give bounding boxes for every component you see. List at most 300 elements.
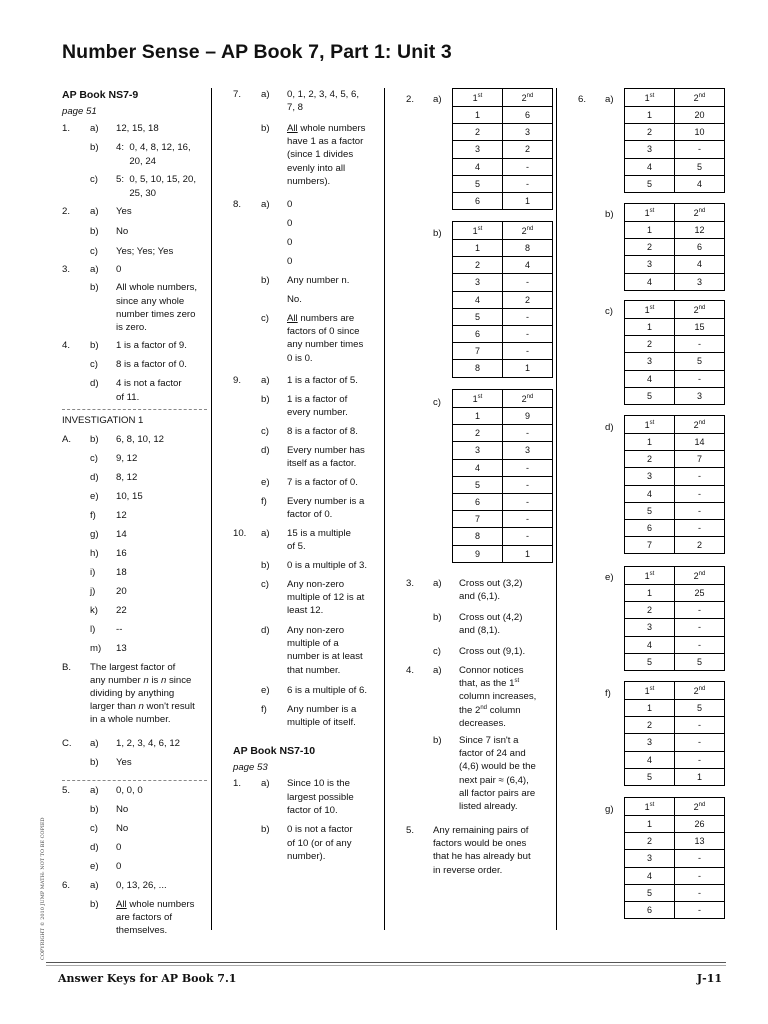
- table-cell: 4: [453, 459, 503, 476]
- answer-Cb: b) Yes: [90, 756, 132, 768]
- table-row: [625, 319, 725, 336]
- table-row: [625, 107, 725, 124]
- table-row: [625, 901, 725, 918]
- answer-9c: c) 8 is a factor of 8.: [261, 426, 358, 437]
- answer-5d: d) 0: [90, 841, 122, 853]
- answer-9e: e) 7 is a factor of 0.: [261, 477, 358, 488]
- factor-pair-table: [452, 221, 553, 378]
- table-cell: -: [503, 343, 553, 360]
- table-cell: 25: [675, 585, 725, 602]
- table-cell: 1: [625, 585, 675, 602]
- answer-10e: e) 6 is a multiple of 6.: [261, 685, 367, 696]
- table-cell: 5: [625, 175, 675, 192]
- page-number: J-11: [696, 972, 722, 985]
- column-header: 2nd: [675, 89, 725, 107]
- answer-10d: d) Any non-zero multiple of a number is at least that number.: [261, 625, 363, 676]
- table-cell: 2: [625, 124, 675, 141]
- table-cell: 4: [675, 256, 725, 273]
- table-header-row: [625, 416, 725, 434]
- table-row: [453, 141, 553, 158]
- table-row: [453, 360, 553, 377]
- table-row: [625, 768, 725, 785]
- table-row: [453, 511, 553, 528]
- answer-B: B. The largest factor of any number n is n since dividing by anything larger than n won't result in a whole number.: [62, 661, 195, 726]
- table-cell: 5: [625, 884, 675, 901]
- table-cell: 5: [453, 308, 503, 325]
- table-cell: 2: [503, 291, 553, 308]
- column-header: 1st: [625, 416, 675, 434]
- table-row: [625, 256, 725, 273]
- column-header: 1st: [453, 222, 503, 240]
- factor-table-6e: [624, 566, 725, 671]
- part-e-label: e): [605, 572, 614, 583]
- column-header: 1st: [453, 89, 503, 107]
- part-g-label: g): [605, 804, 614, 815]
- table-cell: 14: [675, 434, 725, 451]
- answer-4a-ns710: 4. a) Connor notices that, as the 1st column increases, the 2nd column decreases.: [406, 665, 537, 729]
- table-cell: 5: [625, 653, 675, 670]
- table-row: [625, 816, 725, 833]
- section-divider: [62, 780, 207, 781]
- table-cell: 5: [675, 158, 725, 175]
- table-row: [453, 325, 553, 342]
- answer-9a: 9. a) 1 is a factor of 5.: [233, 375, 358, 386]
- answer-1b-ns710: b) 0 is not a factor of 10 (or of any number).: [261, 824, 353, 862]
- part-b-label: b): [433, 228, 442, 239]
- table-cell: 4: [675, 175, 725, 192]
- table-header-row: [625, 682, 725, 700]
- column-header: 2nd: [675, 567, 725, 585]
- column-divider: [211, 88, 212, 930]
- table-cell: 7: [675, 451, 725, 468]
- answer-Ad: d) 8, 12: [90, 471, 138, 483]
- column-3-text: [406, 577, 554, 884]
- table-cell: 6: [625, 901, 675, 918]
- table-cell: 4: [625, 370, 675, 387]
- table-row: [625, 222, 725, 239]
- footer-title: Answer Keys for AP Book 7.1: [58, 972, 237, 985]
- table-cell: -: [675, 602, 725, 619]
- answer-2a: 2. a) Yes: [62, 206, 132, 218]
- answer-Ac: c) 9, 12: [90, 452, 138, 464]
- table-cell: -: [675, 468, 725, 485]
- table-cell: 3: [453, 274, 503, 291]
- table-cell: 1: [675, 768, 725, 785]
- table-cell: -: [675, 717, 725, 734]
- answer-8b-2: No.: [287, 294, 302, 305]
- answer-Af: f) 12: [90, 509, 127, 521]
- table-row: [625, 867, 725, 884]
- table-cell: 3: [625, 141, 675, 158]
- factor-pair-table: [624, 566, 725, 671]
- table-row: [625, 537, 725, 554]
- factor-table-6b: [624, 203, 725, 291]
- table-cell: 5: [625, 768, 675, 785]
- table-cell: 3: [625, 734, 675, 751]
- answer-9f: f) Every number is a factor of 0.: [261, 496, 365, 521]
- part-b-label: b): [605, 209, 614, 220]
- factor-table-6d: [624, 415, 725, 554]
- table-cell: 6: [453, 493, 503, 510]
- table-header-row: [625, 798, 725, 816]
- table-cell: 4: [625, 158, 675, 175]
- column-divider: [556, 88, 557, 930]
- table-row: [625, 653, 725, 670]
- table-row: [625, 434, 725, 451]
- table-row: [453, 493, 553, 510]
- table-cell: -: [675, 336, 725, 353]
- table-cell: 2: [453, 124, 503, 141]
- factor-table-6c: [624, 300, 725, 405]
- table-row: [453, 459, 553, 476]
- table-cell: 6: [453, 325, 503, 342]
- answer-4c: c) 8 is a factor of 0.: [90, 359, 187, 371]
- table-cell: 1: [625, 700, 675, 717]
- answer-10c: c) Any non-zero multiple of 12 is at least 12.: [261, 579, 365, 617]
- factor-table-2b: [452, 221, 553, 378]
- table-cell: 4: [625, 485, 675, 502]
- answer-5c: c) No: [90, 822, 129, 834]
- table-cell: 2: [625, 717, 675, 734]
- section-divider: [62, 409, 207, 410]
- table-row: [625, 636, 725, 653]
- footer-rule: [46, 962, 726, 963]
- answer-1a-ns710: 1. a) Since 10 is the largest possible factor of 10.: [233, 778, 354, 816]
- table-cell: 4: [453, 158, 503, 175]
- table-cell: 2: [453, 257, 503, 274]
- footer-rule-thin: [46, 965, 726, 966]
- column-header: 2nd: [503, 222, 553, 240]
- answer-1a: 1. a) 12, 15, 18: [62, 123, 159, 135]
- table-cell: -: [503, 511, 553, 528]
- table-cell: 2: [625, 239, 675, 256]
- table-cell: -: [675, 502, 725, 519]
- table-cell: 3: [625, 256, 675, 273]
- answer-8a: 8. a) 0: [233, 199, 293, 210]
- table-cell: -: [675, 867, 725, 884]
- table-cell: 6: [675, 239, 725, 256]
- table-cell: 2: [503, 141, 553, 158]
- table-cell: -: [503, 325, 553, 342]
- table-cell: 8: [503, 240, 553, 257]
- table-cell: 1: [503, 545, 553, 562]
- table-cell: 5: [453, 175, 503, 192]
- column-header: 1st: [625, 798, 675, 816]
- answer-6b: b) All whole numbers are factors of themselves.: [90, 898, 195, 937]
- answer-3c-ns710: c) Cross out (9,1).: [433, 646, 526, 657]
- table-cell: 4: [625, 751, 675, 768]
- question-2-label: 2.: [406, 94, 415, 105]
- table-cell: -: [675, 636, 725, 653]
- table-cell: -: [675, 619, 725, 636]
- factor-table-6g: [624, 797, 725, 919]
- table-row: [453, 175, 553, 192]
- table-cell: 6: [503, 107, 553, 124]
- table-row: [625, 833, 725, 850]
- table-row: [453, 408, 553, 425]
- table-row: [625, 519, 725, 536]
- table-row: [625, 239, 725, 256]
- answer-8c: c) All numbers are factors of 0 since any number times 0 is 0.: [261, 313, 364, 364]
- column-header: 1st: [625, 567, 675, 585]
- table-cell: -: [675, 519, 725, 536]
- table-row: [625, 273, 725, 290]
- table-header-row: [625, 567, 725, 585]
- table-row: [625, 124, 725, 141]
- answer-Ca: C. a) 1, 2, 3, 4, 6, 12: [62, 737, 181, 749]
- table-header-row: [625, 204, 725, 222]
- answer-5a: 5. a) 0, 0, 0: [62, 784, 143, 796]
- table-cell: 4: [625, 636, 675, 653]
- column-header: 1st: [453, 390, 503, 408]
- table-cell: 7: [453, 343, 503, 360]
- column-header: 2nd: [675, 204, 725, 222]
- table-row: [625, 387, 725, 404]
- answer-10f: f) Any number is a multiple of itself.: [261, 704, 357, 729]
- table-cell: 9: [503, 408, 553, 425]
- table-header-row: [625, 89, 725, 107]
- answer-9d: d) Every number has itself as a factor.: [261, 445, 365, 470]
- table-cell: 1: [503, 360, 553, 377]
- answer-2c: c) Yes; Yes; Yes: [90, 246, 174, 258]
- table-cell: 5: [675, 353, 725, 370]
- table-cell: -: [503, 459, 553, 476]
- table-row: [625, 353, 725, 370]
- answer-7a: 7. a) 0, 1, 2, 3, 4, 5, 6, 7, 8: [233, 89, 359, 114]
- column-divider: [384, 88, 385, 930]
- table-row: [625, 585, 725, 602]
- factor-table-2c: [452, 389, 553, 563]
- table-cell: -: [503, 425, 553, 442]
- table-header-row: [453, 222, 553, 240]
- table-cell: -: [675, 485, 725, 502]
- table-cell: 10: [675, 124, 725, 141]
- column-header: 2nd: [675, 416, 725, 434]
- page-reference: page 51: [62, 106, 97, 118]
- section-heading: AP Book NS7-9: [62, 89, 139, 101]
- table-row: [453, 425, 553, 442]
- table-cell: -: [675, 850, 725, 867]
- answer-Ag: g) 14: [90, 528, 127, 540]
- table-cell: -: [675, 901, 725, 918]
- answer-8a-2: 0: [287, 218, 293, 229]
- part-c-label: c): [605, 306, 613, 317]
- table-row: [453, 476, 553, 493]
- table-row: [625, 734, 725, 751]
- table-cell: 3: [453, 141, 503, 158]
- table-row: [453, 545, 553, 562]
- answer-8b: b) Any number n.: [261, 275, 350, 286]
- investigation-heading: INVESTIGATION 1: [62, 415, 144, 427]
- table-row: [625, 336, 725, 353]
- answer-2b: b) No: [90, 226, 129, 238]
- table-cell: -: [503, 528, 553, 545]
- part-a-label: a): [605, 94, 614, 105]
- table-cell: -: [503, 476, 553, 493]
- table-cell: 4: [625, 273, 675, 290]
- copyright-notice: COPYRIGHT © 2010 JUMP MATH: NOT TO BE COPIED: [40, 817, 46, 960]
- answer-9b: b) 1 is a factor of every number.: [261, 394, 348, 419]
- table-cell: 2: [625, 833, 675, 850]
- part-d-label: d): [605, 422, 614, 433]
- table-cell: 1: [453, 107, 503, 124]
- table-cell: 1: [625, 434, 675, 451]
- table-row: [625, 850, 725, 867]
- table-row: [453, 308, 553, 325]
- column-2: [233, 88, 381, 869]
- answer-3b: b) All whole numbers, since any whole number times zero is zero.: [90, 282, 198, 334]
- factor-pair-table: [624, 797, 725, 919]
- table-cell: 15: [675, 319, 725, 336]
- table-cell: 6: [625, 519, 675, 536]
- table-row: [453, 124, 553, 141]
- answer-Ak: k) 22: [90, 604, 127, 616]
- table-row: [625, 700, 725, 717]
- column-header: 1st: [625, 301, 675, 319]
- table-row: [625, 751, 725, 768]
- table-cell: -: [503, 308, 553, 325]
- answer-4d: d) 4 is not a factor of 11.: [90, 378, 182, 403]
- table-cell: 3: [625, 353, 675, 370]
- table-cell: 8: [453, 528, 503, 545]
- table-cell: 3: [625, 468, 675, 485]
- answer-10b: b) 0 is a multiple of 3.: [261, 560, 367, 571]
- section-heading: AP Book NS7-10: [233, 745, 316, 757]
- column-header: 1st: [625, 204, 675, 222]
- table-cell: -: [675, 751, 725, 768]
- table-cell: 2: [625, 336, 675, 353]
- table-cell: 26: [675, 816, 725, 833]
- column-header: 2nd: [675, 301, 725, 319]
- answer-3b-ns710: b) Cross out (4,2) and (8,1).: [433, 612, 523, 637]
- table-cell: 1: [625, 319, 675, 336]
- table-cell: 4: [625, 867, 675, 884]
- page-title: Number Sense – AP Book 7, Part 1: Unit 3: [62, 41, 452, 63]
- table-cell: 2: [625, 602, 675, 619]
- table-cell: 4: [503, 257, 553, 274]
- column-header: 1st: [625, 682, 675, 700]
- table-cell: 3: [503, 124, 553, 141]
- table-row: [625, 502, 725, 519]
- table-row: [453, 442, 553, 459]
- answer-1c: c) 5: 0, 5, 10, 15, 20, 25, 30: [90, 174, 197, 199]
- answer-Ai: i) 18: [90, 566, 127, 578]
- answer-5e: e) 0: [90, 860, 122, 872]
- table-row: [453, 343, 553, 360]
- table-cell: 7: [453, 511, 503, 528]
- table-header-row: [453, 390, 553, 408]
- table-cell: -: [503, 175, 553, 192]
- table-cell: 5: [453, 476, 503, 493]
- table-cell: 4: [453, 291, 503, 308]
- factor-table-6f: [624, 681, 725, 786]
- factor-table-6a: [624, 88, 725, 193]
- table-row: [625, 485, 725, 502]
- answer-4b-ns710: b) Since 7 isn't a factor of 24 and (4,6) would be the next pair ≈ (6,4), all factor pairs are listed already.: [433, 735, 536, 813]
- table-cell: 2: [675, 537, 725, 554]
- table-row: [453, 107, 553, 124]
- table-cell: 20: [675, 107, 725, 124]
- table-row: [453, 240, 553, 257]
- question-6-label: 6.: [578, 94, 587, 105]
- table-cell: 6: [453, 192, 503, 209]
- column-1: [62, 88, 207, 942]
- table-cell: -: [503, 274, 553, 291]
- table-cell: 12: [675, 222, 725, 239]
- table-row: [625, 158, 725, 175]
- answer-3a: 3. a) 0: [62, 264, 122, 276]
- table-cell: 8: [453, 360, 503, 377]
- table-cell: 1: [503, 192, 553, 209]
- table-row: [453, 291, 553, 308]
- factor-pair-table: [624, 300, 725, 405]
- table-row: [625, 141, 725, 158]
- table-cell: 2: [453, 425, 503, 442]
- column-header: 2nd: [675, 682, 725, 700]
- part-c-label: c): [433, 397, 441, 408]
- table-cell: 3: [675, 387, 725, 404]
- factor-table-2a: [452, 88, 553, 210]
- table-row: [625, 468, 725, 485]
- column-header: 2nd: [503, 89, 553, 107]
- answer-10a: 10. a) 15 is a multiple of 5.: [233, 528, 351, 553]
- answer-5-ns710: 5. Any remaining pairs of factors would be ones that he has already but in reverse order.: [406, 825, 531, 876]
- answer-Aj: j) 20: [90, 585, 127, 597]
- table-row: [625, 619, 725, 636]
- answer-3a-ns710: 3. a) Cross out (3,2) and (6,1).: [406, 578, 523, 603]
- table-cell: -: [675, 734, 725, 751]
- answer-Al: l) --: [90, 623, 123, 635]
- column-header: 2nd: [503, 390, 553, 408]
- table-row: [453, 257, 553, 274]
- table-cell: 2: [625, 451, 675, 468]
- answer-4b: 4. b) 1 is a factor of 9.: [62, 340, 187, 352]
- factor-pair-table: [624, 88, 725, 193]
- table-cell: 3: [453, 442, 503, 459]
- table-cell: 1: [625, 107, 675, 124]
- factor-pair-table: [624, 415, 725, 554]
- table-cell: 1: [625, 816, 675, 833]
- answer-Am: m) 13: [90, 642, 127, 654]
- table-cell: -: [503, 493, 553, 510]
- factor-pair-table: [452, 88, 553, 210]
- answer-6a: 6. a) 0, 13, 26, ...: [62, 879, 167, 891]
- column-header: 1st: [625, 89, 675, 107]
- answer-1b: b) 4: 0, 4, 8, 12, 16, 20, 24: [90, 142, 191, 167]
- table-cell: 1: [625, 222, 675, 239]
- table-cell: 3: [625, 850, 675, 867]
- table-row: [625, 175, 725, 192]
- table-row: [453, 158, 553, 175]
- table-cell: 5: [675, 700, 725, 717]
- answer-8a-4: 0: [287, 256, 293, 267]
- table-cell: -: [675, 370, 725, 387]
- table-cell: -: [503, 158, 553, 175]
- table-row: [625, 370, 725, 387]
- table-row: [625, 602, 725, 619]
- table-cell: -: [675, 141, 725, 158]
- table-cell: 5: [625, 502, 675, 519]
- table-cell: 1: [453, 240, 503, 257]
- table-header-row: [625, 301, 725, 319]
- table-cell: 13: [675, 833, 725, 850]
- table-row: [625, 717, 725, 734]
- factor-pair-table: [452, 389, 553, 563]
- part-f-label: f): [605, 688, 611, 699]
- table-cell: -: [675, 884, 725, 901]
- table-cell: 7: [625, 537, 675, 554]
- table-row: [453, 528, 553, 545]
